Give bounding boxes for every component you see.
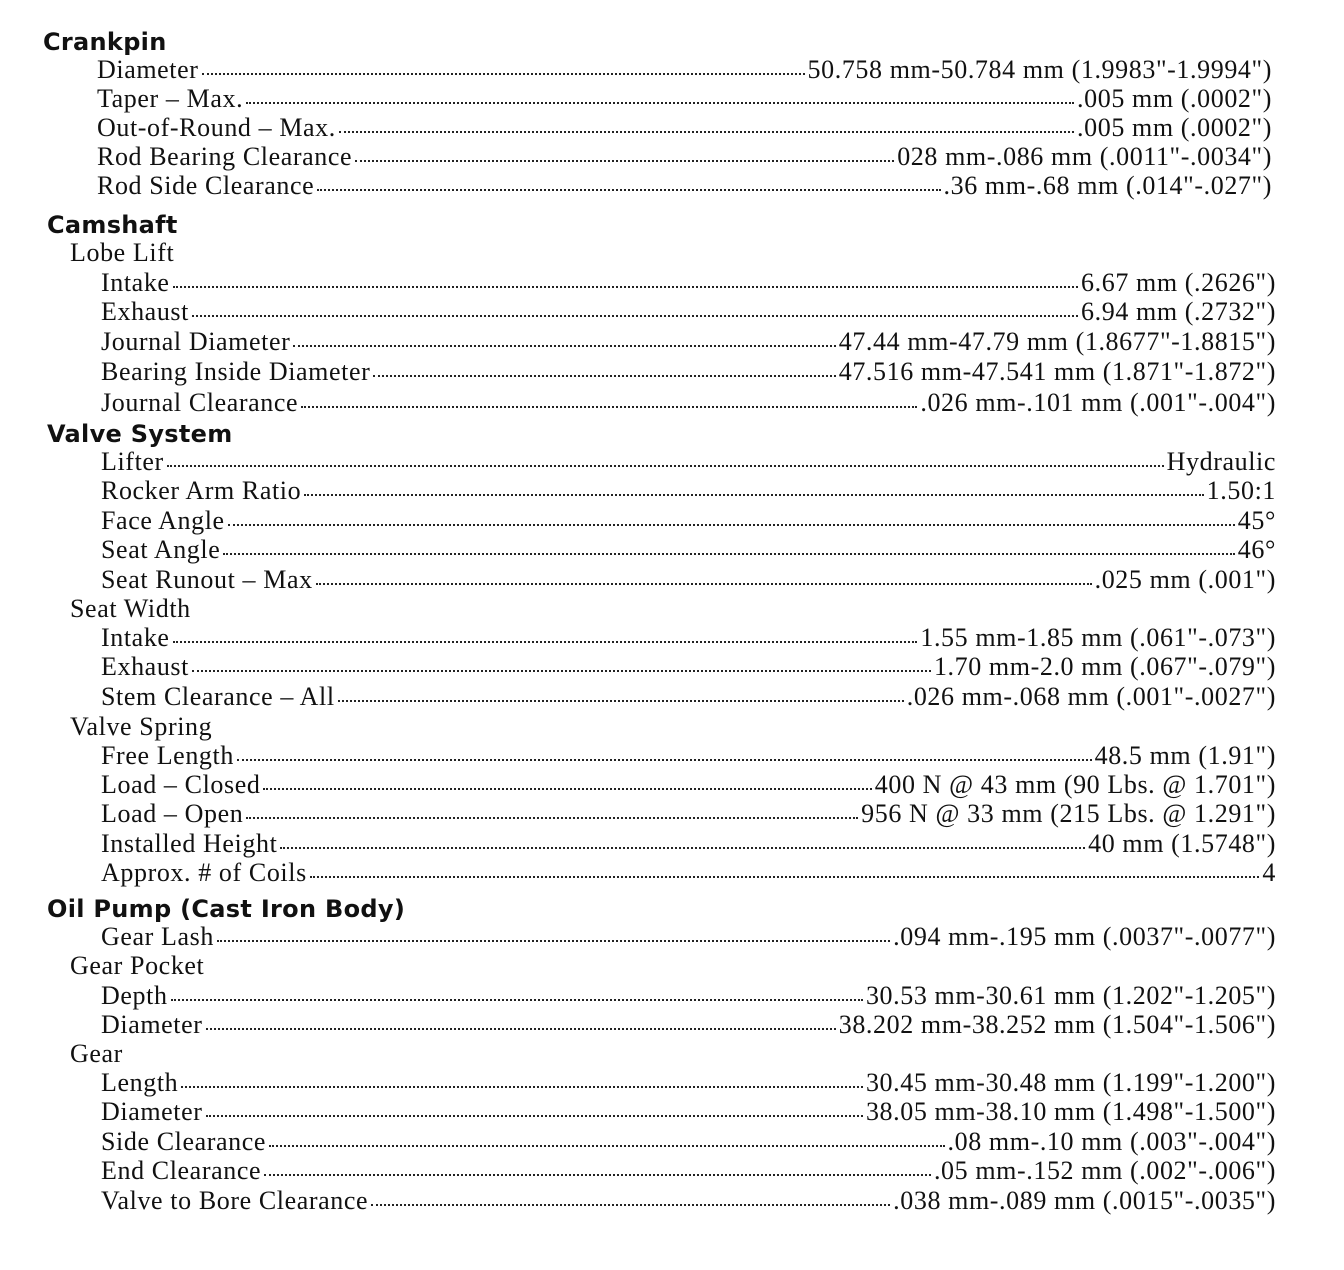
spec-label: Diameter: [101, 1010, 203, 1039]
dot-leader: [228, 524, 1235, 526]
spec-row: [101, 1188, 1276, 1215]
dot-leader: [173, 641, 918, 643]
spec-value: 028 mm-.086 mm (.0011"-.0034"): [897, 142, 1272, 171]
spec-row: [101, 537, 1276, 564]
spec-label: Stem Clearance – All: [101, 682, 335, 711]
dot-leader: [304, 494, 1203, 496]
dot-leader: [223, 553, 1234, 555]
dot-leader: [264, 1174, 931, 1176]
spec-label: Journal Clearance: [101, 388, 299, 417]
spec-value: 46°: [1237, 535, 1276, 564]
spec-value: 47.44 mm-47.79 mm (1.8677"-1.8815"): [838, 327, 1276, 356]
section-camshaft: [0, 209, 1344, 238]
sub-heading-gear-pocket: Gear Pocket: [70, 951, 205, 980]
spec-row: [101, 983, 1276, 1010]
spec-label: Load – Open: [101, 799, 244, 828]
dot-leader: [173, 286, 1078, 288]
dot-leader: [373, 375, 835, 377]
spec-label: Rocker Arm Ratio: [101, 476, 302, 505]
dot-leader: [316, 583, 1092, 585]
spec-row: [97, 144, 1272, 171]
spec-value: Hydraulic: [1166, 447, 1276, 476]
spec-row: [101, 478, 1276, 505]
sub-heading-lobe-lift: Lobe Lift: [70, 238, 175, 267]
spec-value: 6.94 mm (.2732"): [1081, 297, 1276, 326]
spec-value: .038 mm-.089 mm (.0015"-.0035"): [893, 1186, 1276, 1215]
spec-row: [101, 449, 1276, 476]
spec-row: [101, 1099, 1276, 1126]
spec-value: 38.202 mm-38.252 mm (1.504"-1.506"): [838, 1010, 1276, 1039]
dot-leader: [310, 876, 1260, 878]
spec-value: .025 mm (.001"): [1094, 565, 1276, 594]
spec-row: [101, 270, 1276, 297]
spec-label: Bearing Inside Diameter: [101, 357, 371, 386]
dot-leader: [237, 759, 1092, 761]
spec-value: .005 mm (.0002"): [1077, 113, 1272, 142]
spec-row: [101, 924, 1276, 951]
spec-row: [101, 567, 1276, 594]
spec-value: 1.55 mm-1.85 mm (.061"-.073"): [920, 623, 1276, 652]
spec-label: Intake: [101, 623, 170, 652]
spec-value: 4: [1262, 858, 1276, 887]
spec-label: Rod Side Clearance: [97, 171, 315, 200]
section-crankpin: [0, 26, 1344, 55]
spec-value: .05 mm-.152 mm (.002"-.006"): [933, 1156, 1276, 1185]
spec-row: [101, 684, 1276, 711]
spec-label: End Clearance: [101, 1156, 262, 1185]
spec-value: 40 mm (1.5748"): [1088, 829, 1276, 858]
spec-label: Exhaust: [101, 652, 189, 681]
spec-row: [97, 173, 1272, 200]
spec-value: .08 mm-.10 mm (.003"-.004"): [947, 1127, 1276, 1156]
spec-row: [101, 1129, 1276, 1156]
spec-label: Length: [101, 1068, 179, 1097]
spec-label: Lifter: [101, 447, 164, 476]
spec-label: Valve to Bore Clearance: [101, 1186, 369, 1215]
dot-leader: [269, 1145, 944, 1147]
spec-label: Journal Diameter: [101, 327, 291, 356]
section-oil-pump: [0, 893, 1344, 922]
spec-value: 30.53 mm-30.61 mm (1.202"-1.205"): [865, 981, 1276, 1010]
spec-row: [101, 831, 1276, 858]
spec-row: [101, 508, 1276, 535]
spec-row: [97, 86, 1272, 113]
dot-leader: [280, 847, 1085, 849]
spec-value: .094 mm-.195 mm (.0037"-.0077"): [893, 922, 1276, 951]
spec-label: Free Length: [101, 741, 234, 770]
section-heading-valve-system: Valve System: [47, 420, 233, 448]
spec-row: [101, 860, 1276, 887]
spec-value: .005 mm (.0002"): [1077, 84, 1272, 113]
spec-label: Installed Height: [101, 829, 278, 858]
dot-leader: [317, 189, 940, 191]
spec-label: Approx. # of Coils: [101, 858, 307, 887]
spec-value: .026 mm-.068 mm (.001"-.0027"): [906, 682, 1276, 711]
section-heading-oil-pump: Oil Pump (Cast Iron Body): [47, 895, 406, 923]
spec-value: 30.45 mm-30.48 mm (1.199"-1.200"): [865, 1068, 1276, 1097]
spec-label: Diameter: [97, 55, 199, 84]
spec-value: .026 mm-.101 mm (.001"-.004"): [920, 388, 1276, 417]
spec-row: [101, 1070, 1276, 1097]
dot-leader: [355, 160, 894, 162]
spec-row: [101, 1012, 1276, 1039]
dot-leader: [246, 102, 1074, 104]
spec-row: [101, 625, 1276, 652]
dot-leader: [246, 817, 858, 819]
spec-row: [101, 329, 1276, 356]
section-heading-crankpin: Crankpin: [43, 28, 167, 56]
spec-row: [101, 772, 1276, 799]
spec-label: Seat Runout – Max: [101, 565, 313, 594]
sub-heading-gear: Gear: [70, 1039, 123, 1068]
dot-leader: [192, 315, 1078, 317]
spec-label: Out-of-Round – Max.: [97, 113, 336, 142]
spec-label: Intake: [101, 268, 170, 297]
dot-leader: [338, 700, 904, 702]
spec-value: 48.5 mm (1.91"): [1094, 741, 1276, 770]
dot-leader: [206, 1115, 863, 1117]
dot-leader: [206, 1028, 836, 1030]
spec-label: Load – Closed: [101, 770, 261, 799]
spec-value: 956 N @ 33 mm (215 Lbs. @ 1.291"): [861, 799, 1276, 828]
spec-value: 45°: [1237, 506, 1276, 535]
spec-label: Face Angle: [101, 506, 225, 535]
dot-leader: [217, 940, 890, 942]
spec-value: 1.50:1: [1206, 476, 1276, 505]
dot-leader: [171, 999, 863, 1001]
spec-label: Depth: [101, 981, 168, 1010]
dot-leader: [339, 131, 1074, 133]
spec-row: [97, 115, 1272, 142]
spec-value: 6.67 mm (.2626"): [1081, 268, 1276, 297]
spec-label: Gear Lash: [101, 922, 214, 951]
sub-heading-valve-spring: Valve Spring: [70, 712, 213, 741]
spec-row: [101, 654, 1276, 681]
spec-row: [101, 299, 1276, 326]
section-heading-camshaft: Camshaft: [47, 211, 178, 239]
spec-row: [101, 390, 1276, 417]
dot-leader: [301, 406, 917, 408]
spec-label: Rod Bearing Clearance: [97, 142, 353, 171]
section-valve-system: [0, 418, 1344, 447]
spec-row: [101, 359, 1276, 386]
spec-value: 400 N @ 43 mm (90 Lbs. @ 1.701"): [874, 770, 1276, 799]
dot-leader: [371, 1204, 890, 1206]
sub-heading-seat-width: Seat Width: [70, 594, 191, 623]
dot-leader: [202, 73, 805, 75]
dot-leader: [192, 670, 931, 672]
spec-row: [97, 57, 1272, 84]
spec-label: Taper – Max.: [97, 84, 244, 113]
spec-value: 1.70 mm-2.0 mm (.067"-.079"): [933, 652, 1276, 681]
spec-row: [101, 743, 1276, 770]
spec-value: .36 mm-.68 mm (.014"-.027"): [943, 171, 1272, 200]
spec-label: Seat Angle: [101, 535, 221, 564]
spec-value: 47.516 mm-47.541 mm (1.871"-1.872"): [838, 357, 1276, 386]
spec-label: Diameter: [101, 1097, 203, 1126]
spec-label: Side Clearance: [101, 1127, 267, 1156]
spec-row: [101, 801, 1276, 828]
dot-leader: [263, 788, 871, 790]
spec-label: Exhaust: [101, 297, 189, 326]
dot-leader: [167, 465, 1164, 467]
dot-leader: [181, 1086, 863, 1088]
spec-row: [101, 1158, 1276, 1185]
spec-value: 50.758 mm-50.784 mm (1.9983"-1.9994"): [807, 55, 1272, 84]
dot-leader: [293, 345, 835, 347]
spec-value: 38.05 mm-38.10 mm (1.498"-1.500"): [865, 1097, 1276, 1126]
